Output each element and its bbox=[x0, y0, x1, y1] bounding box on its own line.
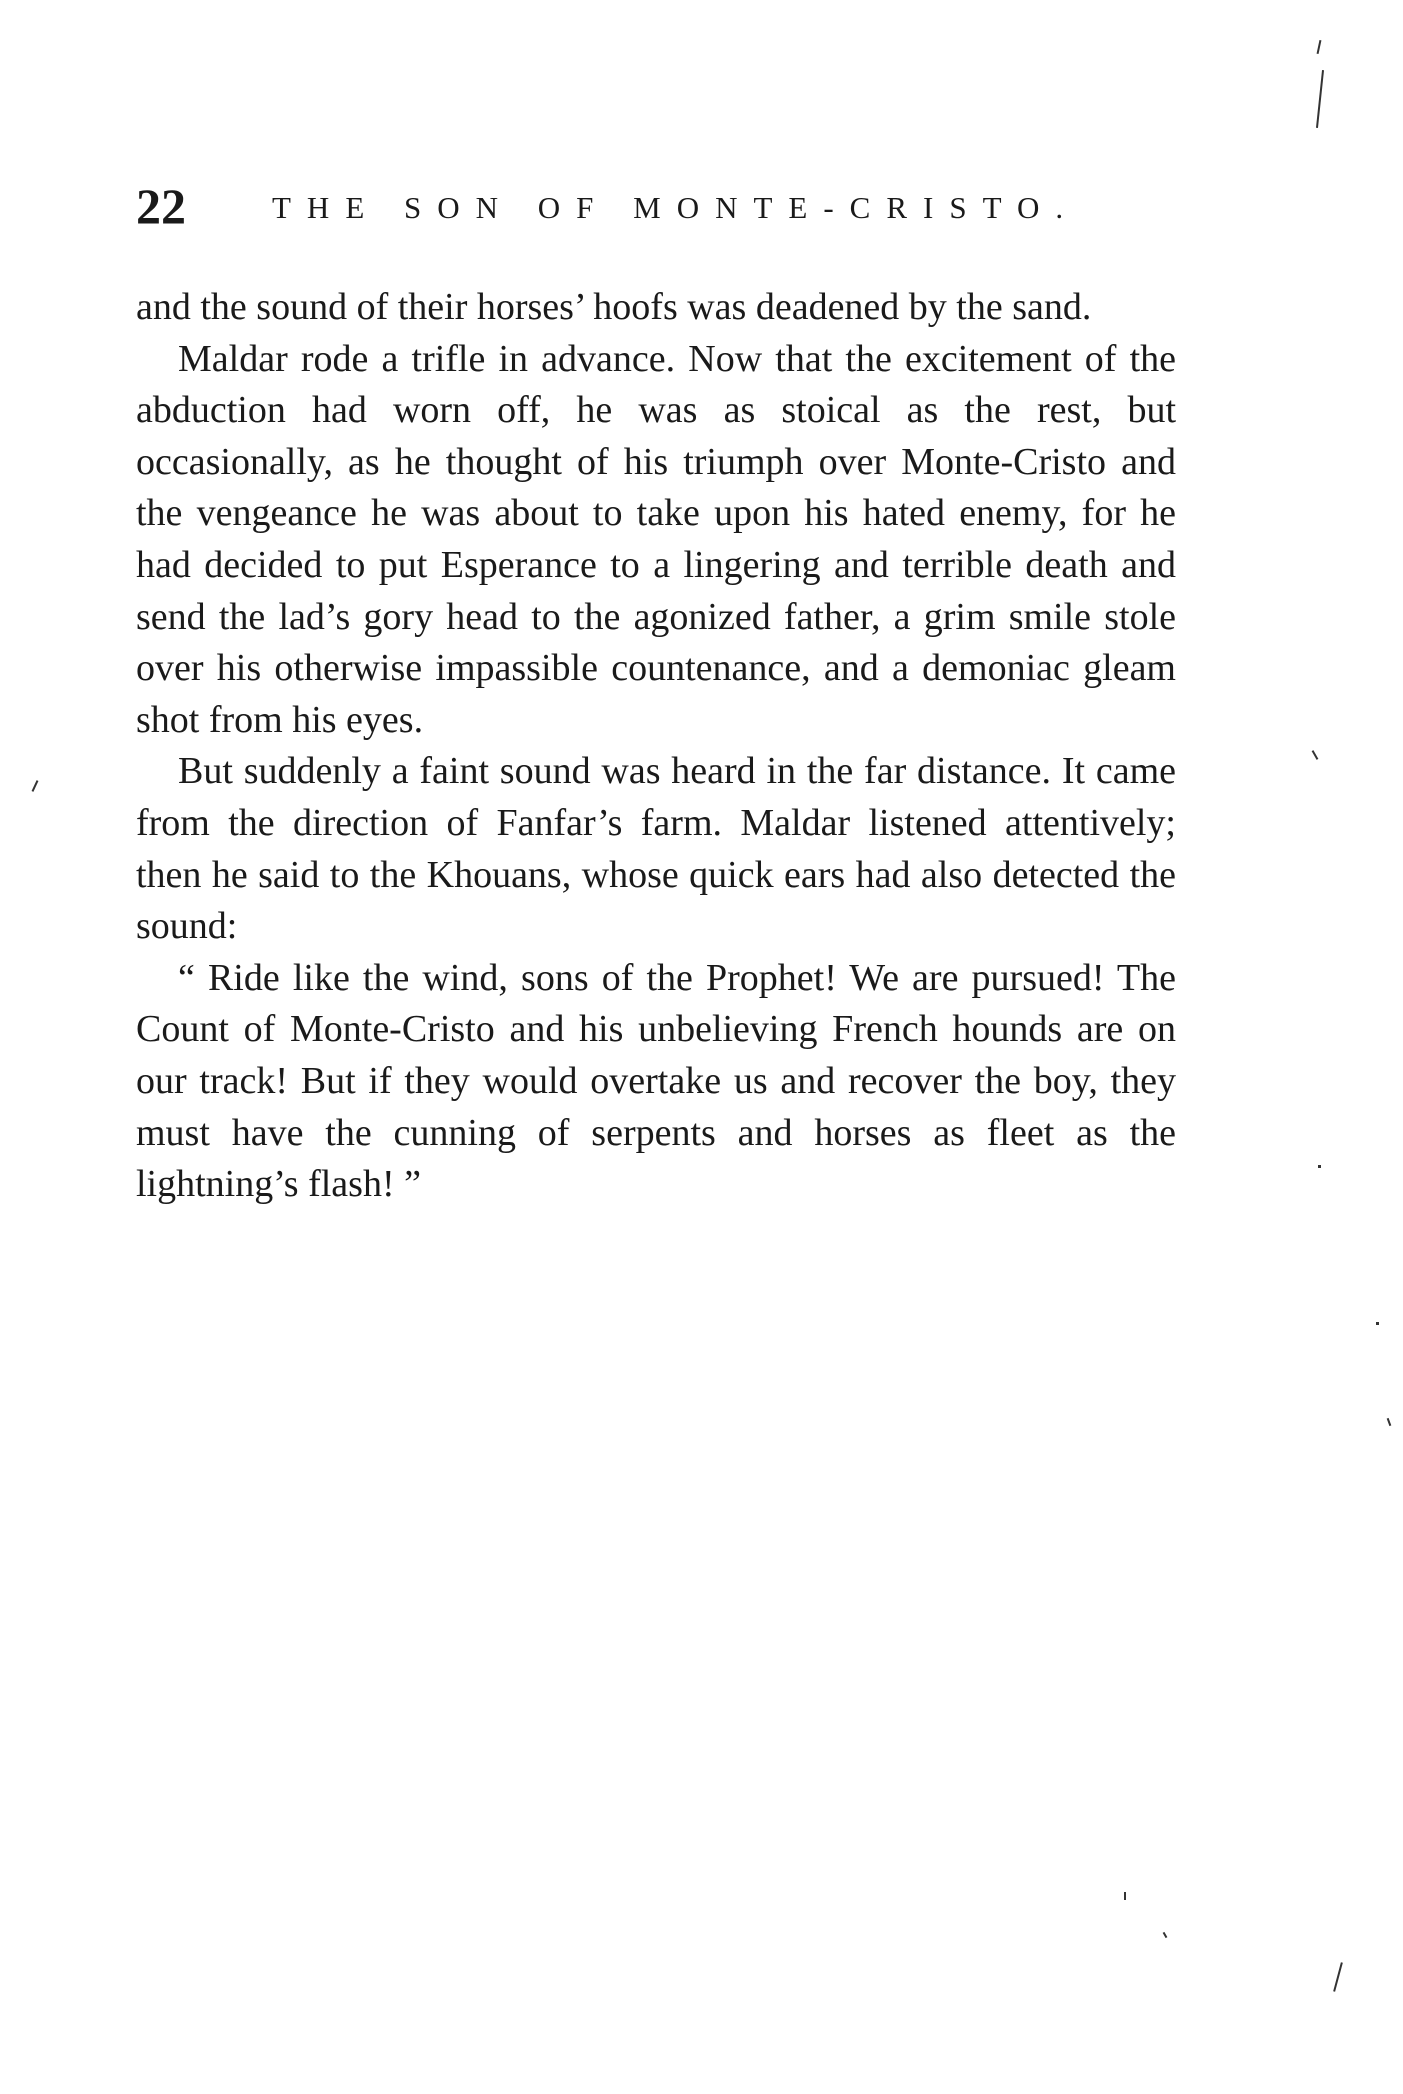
scan-mark bbox=[32, 780, 39, 792]
scan-mark bbox=[1163, 1932, 1168, 1938]
scan-mark bbox=[1318, 1165, 1321, 1168]
scan-mark bbox=[1316, 70, 1324, 128]
paragraph-1: and the sound of their horses’ hoofs was deadened by the sand. bbox=[136, 286, 1092, 328]
page-number: 22 bbox=[136, 178, 186, 234]
scan-mark bbox=[1312, 750, 1319, 760]
scan-mark bbox=[1387, 1418, 1392, 1426]
page-header bbox=[136, 178, 1176, 234]
paragraph-2: Maldar rode a trifle in advance. Now that the excitement of the abduction had worn off, he was as stoical as the rest, but occasionally, as he thought of his triumph over Monte-Cristo and the vengeance he was about to take upon his hated enemy, for he had decided to put Esperance to a lingering and terrible death and send the lad’s gory head to the agonized father, a grim smile stole over his otherwise impassible countenance, and a demoniac gleam shot from his eyes. bbox=[136, 337, 1176, 741]
scan-mark bbox=[1376, 1322, 1379, 1325]
paragraph-4: “ Ride like the wind, sons of the Prophet! We are pursued! The Count of Monte-Cristo and his unbelieving French hounds are on our track! But if they would overtake us and recover the boy, they must have the cunning of serpents and horses as fleet as the lightning’s flash! ” bbox=[136, 956, 1176, 1206]
body-text bbox=[136, 282, 1176, 1211]
scan-mark bbox=[1124, 1892, 1126, 1900]
scan-mark bbox=[1333, 1962, 1343, 1991]
paragraph-3: But suddenly a faint sound was heard in the far distance. It came from the direction of Fanfar’s farm. Maldar listened attentively; then he said to the Khouans, whose quick ears had also detected the sound: bbox=[136, 750, 1176, 948]
running-title: THE SON OF MONTE-CRISTO. bbox=[272, 190, 1080, 225]
scan-mark bbox=[1317, 40, 1322, 54]
